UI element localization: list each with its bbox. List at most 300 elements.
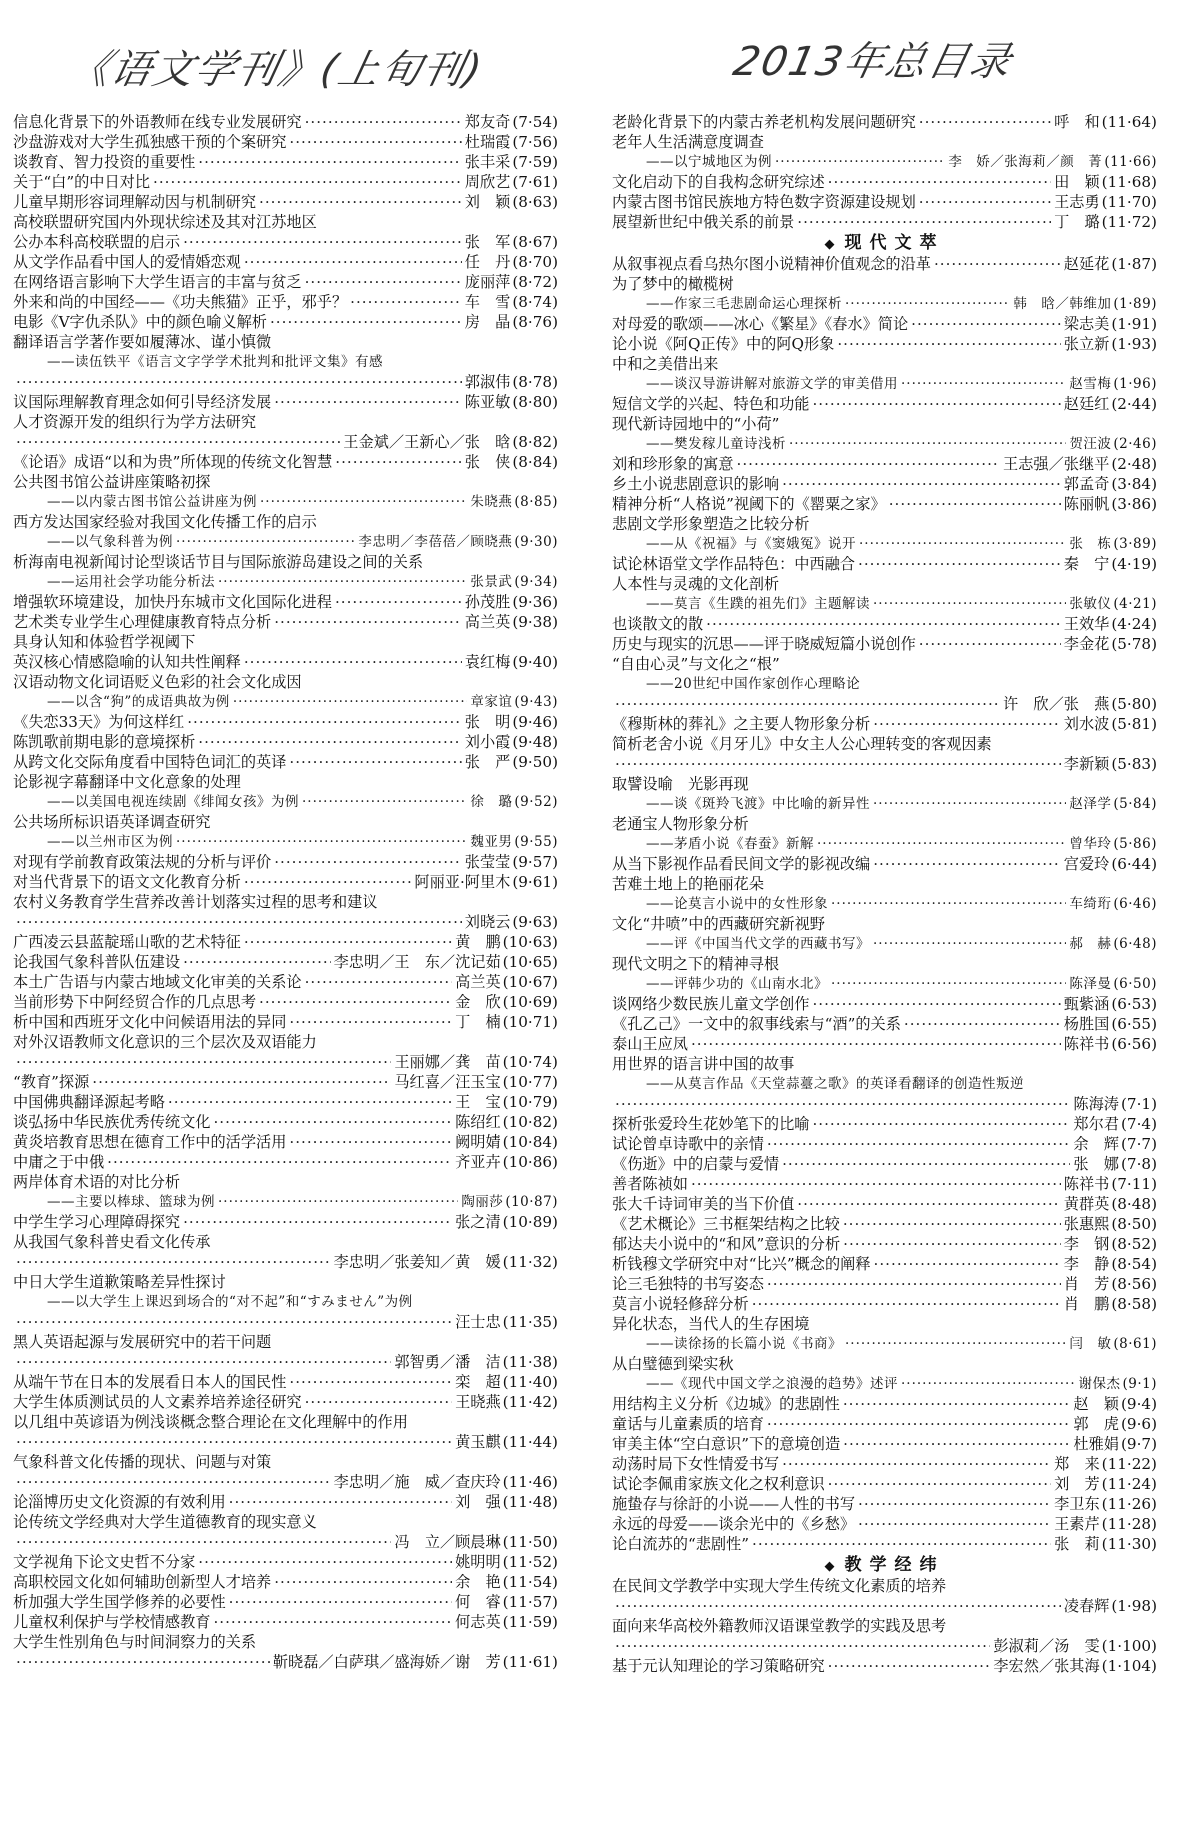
entry-issue-page: (2·46)	[1113, 436, 1157, 452]
entry-title-line: 公共图书馆公益讲座策略初探	[13, 473, 211, 491]
entry-issue-page: (2·44)	[1111, 395, 1157, 413]
dot-leader	[259, 992, 452, 1012]
toc-entry	[13, 1052, 558, 1072]
toc-entry	[612, 834, 1157, 854]
entry-title: 用结构主义分析《边城》的悲剧性	[612, 1395, 840, 1413]
entry-title: 儿童早期形容词理解动因与机制研究	[13, 193, 256, 211]
dot-leader	[305, 972, 453, 992]
dot-leader	[797, 1194, 1061, 1214]
entry-title-line: 现代文明之下的精神寻根	[612, 955, 780, 973]
entry-author: 陈海涛	[1073, 1095, 1119, 1113]
entry-issue-page: (11·38)	[502, 1353, 558, 1371]
dot-leader	[107, 1152, 452, 1172]
dot-leader	[198, 732, 462, 752]
dot-leader	[831, 894, 1066, 914]
entry-title: 谈网络少数民族儿童文学创作	[612, 995, 810, 1013]
dot-leader	[218, 572, 467, 592]
entry-author: 张惠熙	[1063, 1215, 1110, 1233]
entry-title: 童话与儿童素质的培育	[612, 1415, 764, 1433]
dot-leader	[289, 752, 461, 772]
dot-leader	[270, 312, 462, 332]
entry-issue-page: (11·22)	[1101, 1455, 1157, 1473]
entry-author: 凌春辉	[1063, 1597, 1110, 1615]
dot-leader	[16, 372, 462, 392]
entry-title: ——以气象科普为例	[47, 534, 173, 550]
entry-issue-page: (10·87)	[505, 1194, 558, 1210]
entry-title: 莫言小说轻修辞分析	[612, 1295, 749, 1313]
entry-author: 栾 超	[455, 1373, 501, 1391]
entry-title: 论淄博历史文化资源的有效利用	[13, 1493, 226, 1511]
dot-leader	[911, 314, 1061, 334]
toc-entry	[612, 694, 1157, 714]
entry-issue-page: (4·24)	[1111, 615, 1157, 633]
entry-issue-page: (1·104)	[1101, 1657, 1157, 1675]
entry-author: 李宏然／张其海	[993, 1657, 1100, 1675]
entry-issue-page: (11·52)	[502, 1553, 558, 1571]
toc-entry	[612, 1134, 1157, 1154]
entry-issue-page: (10·79)	[502, 1093, 558, 1111]
entry-title: 黄炎培教育思想在德育工作中的活学活用	[13, 1133, 287, 1151]
entry-author: 郑尔君	[1073, 1115, 1119, 1133]
entry-title-line: 高校联盟研究国内外现状综述及其对江苏地区	[13, 213, 317, 231]
dot-leader	[335, 452, 461, 472]
dot-leader	[873, 854, 1061, 874]
toc-entry	[612, 1636, 1157, 1656]
entry-author: 李忠明／王 东／沈记茹	[333, 953, 501, 971]
left-column	[13, 112, 558, 1672]
entry-author: 黄群英	[1063, 1195, 1110, 1213]
entry-issue-page: (4·21)	[1113, 596, 1157, 612]
dot-leader	[859, 534, 1066, 554]
entry-issue-page: (11·40)	[502, 1373, 558, 1391]
dot-leader	[767, 1274, 1061, 1294]
entry-author: 李卫东	[1054, 1495, 1100, 1513]
entry-title: 从叙事视点看乌热尔图小说精神价值观念的沿革	[612, 255, 931, 273]
entry-author: 黄玉麒	[455, 1433, 501, 1451]
section-heading-text: 教学经纬	[844, 1555, 945, 1575]
dot-leader	[828, 1656, 991, 1676]
entry-issue-page: (5·83)	[1111, 755, 1157, 773]
entry-author: 汪士忠	[455, 1313, 501, 1331]
dot-leader	[92, 1072, 391, 1092]
entry-issue-page: (11·72)	[1101, 213, 1157, 231]
entry-author: 陈绍红	[455, 1113, 501, 1131]
entry-title: 试论林语堂文学作品特色：中西融合	[612, 555, 855, 573]
dot-leader	[615, 1636, 990, 1656]
toc-entry	[612, 714, 1157, 734]
entry-issue-page: (11·61)	[502, 1653, 558, 1671]
dot-leader	[289, 1012, 452, 1032]
toc-entry	[612, 1334, 1157, 1354]
toc-entry	[13, 312, 558, 332]
toc-entry	[612, 1656, 1157, 1676]
toc-entry	[13, 752, 558, 772]
entry-author: 张 明	[464, 713, 511, 731]
entry-title: 审美主体“空白意识”下的意境创造	[612, 1435, 841, 1453]
entry-title: ——莫言《生蹼的祖先们》主题解读	[646, 596, 870, 612]
toc-entry	[612, 1596, 1157, 1616]
entry-title: 沙盘游戏对大学生孤独感干预的个案研究	[13, 133, 287, 151]
toc-entry	[13, 1532, 558, 1552]
toc-entry	[612, 192, 1157, 212]
entry-title-line: 黑人英语起源与发展研究中的若干问题	[13, 1333, 272, 1351]
toc-entry	[612, 494, 1157, 514]
entry-title: 展望新世纪中俄关系的前景	[612, 213, 795, 231]
entry-author: 闫 敏	[1069, 1336, 1112, 1352]
entry-author: 任 丹	[464, 253, 511, 271]
entry-issue-page: (11·68)	[1101, 173, 1157, 191]
entry-title-line: 简析老舍小说《月牙儿》中女主人公心理转变的客观因素	[612, 735, 992, 753]
entry-issue-page: (1·91)	[1111, 315, 1157, 333]
entry-author: 丁 楠	[455, 1013, 501, 1031]
dot-leader	[213, 1112, 452, 1132]
entry-title: 从端午节在日本的发展看日本人的国民性	[13, 1373, 287, 1391]
entry-issue-page: (9·63)	[512, 913, 558, 931]
toc-entry	[13, 1092, 558, 1112]
dot-leader	[837, 334, 1060, 354]
entry-title: 试论曾卓诗歌中的亲情	[612, 1135, 764, 1153]
dot-leader	[845, 294, 1010, 314]
entry-issue-page: (11·42)	[502, 1393, 558, 1411]
entry-title: 论我国气象科普队伍建设	[13, 953, 181, 971]
dot-leader	[176, 532, 355, 552]
toc-entry	[13, 1192, 558, 1212]
dot-leader	[919, 192, 1051, 212]
dot-leader	[889, 494, 1061, 514]
toc-entry	[612, 1434, 1157, 1454]
entry-author: 曾华玲	[1069, 836, 1112, 852]
section-heading	[612, 1554, 1157, 1576]
entry-author: 靳晓磊／白萨琪／盛海娇／谢 芳	[272, 1653, 501, 1671]
toc-entry	[612, 894, 1157, 914]
dot-leader	[845, 1334, 1066, 1354]
entry-subtitle: ——从莫言作品《天堂蒜薹之歌》的英译看翻译的创造性叛逆	[646, 1076, 1024, 1092]
dot-leader	[858, 554, 1061, 574]
toc-entry	[13, 592, 558, 612]
entry-subtitle: ——以大学生上课迟到场合的“对不起”和“すみません”为例	[47, 1294, 413, 1310]
entry-issue-page: (11·30)	[1101, 1535, 1157, 1553]
entry-author: 高兰英	[464, 613, 511, 631]
entry-issue-page: (6·44)	[1111, 855, 1157, 873]
entry-issue-page: (7·7)	[1120, 1135, 1157, 1153]
entry-title-line: 对外汉语教师文化意识的三个层次及双语能力	[13, 1033, 317, 1051]
toc-entry	[13, 1072, 558, 1092]
dot-leader	[274, 612, 462, 632]
entry-issue-page: (9·46)	[512, 713, 558, 731]
handwritten-index-title: 2013年总目录	[729, 39, 1017, 85]
entry-issue-page: (6·50)	[1113, 976, 1157, 992]
entry-author: 秦 宁	[1063, 555, 1110, 573]
dot-leader	[16, 1472, 331, 1492]
toc-entry	[612, 334, 1157, 354]
toc-entry	[13, 192, 558, 212]
toc-entry	[13, 1132, 558, 1152]
dot-leader	[767, 1134, 1071, 1154]
entry-issue-page: (11·24)	[1101, 1475, 1157, 1493]
dot-leader	[843, 1234, 1061, 1254]
entry-title-line: 西方发达国家经验对我国文化传播工作的启示	[13, 513, 317, 531]
entry-author: 李忠明／施 威／查庆玲	[333, 1473, 501, 1491]
dot-leader	[183, 952, 331, 972]
entry-author: 许 欣／张 燕	[1003, 695, 1110, 713]
entry-issue-page: (6·55)	[1111, 1015, 1157, 1033]
entry-title: 短信文学的兴起、特色和功能	[612, 395, 810, 413]
toc-entry	[612, 534, 1157, 554]
dot-leader	[244, 872, 412, 892]
entry-author: 孙茂胜	[464, 593, 511, 611]
entry-title: ——运用社会学功能分析法	[47, 574, 215, 590]
entry-title: ——谈汉导游讲解对旅游文学的审美借用	[646, 376, 898, 392]
entry-title: 外来和尚的中国经——《功夫熊猫》正乎，邪乎？	[13, 293, 348, 311]
dot-leader	[16, 1352, 391, 1372]
entry-issue-page: (7·54)	[512, 113, 558, 131]
dot-leader	[289, 132, 461, 152]
entry-subtitle: ——20世纪中国作家创作心理略论	[646, 676, 861, 692]
entry-title-line: 论传统文学经典对大学生道德教育的现实意义	[13, 1513, 317, 1531]
entry-issue-page: (7·59)	[512, 153, 558, 171]
entry-issue-page: (6·56)	[1111, 1035, 1157, 1053]
entry-issue-page: (6·53)	[1111, 995, 1157, 1013]
entry-issue-page: (9·50)	[512, 753, 558, 771]
dot-leader	[244, 932, 452, 952]
entry-title-line: 论影视字幕翻译中文化意象的处理	[13, 773, 241, 791]
entry-author: 张 栋	[1069, 536, 1112, 552]
entry-author: 张之清	[455, 1213, 501, 1231]
dot-leader	[858, 1494, 1051, 1514]
dot-leader	[198, 152, 462, 172]
dot-leader	[244, 652, 462, 672]
entry-author: 黄 鹏	[455, 933, 501, 951]
toc-entry	[13, 1492, 558, 1512]
entry-author: 何志英	[455, 1613, 501, 1631]
entry-author: 甄紫涵	[1063, 995, 1110, 1013]
toc-entry	[13, 532, 558, 552]
entry-issue-page: (1·93)	[1111, 335, 1157, 353]
dot-leader	[16, 1652, 270, 1672]
entry-issue-page: (8·72)	[512, 273, 558, 291]
entry-issue-page: (8·54)	[1111, 1255, 1157, 1273]
entry-author: 杜雅娟	[1073, 1435, 1119, 1453]
entry-author: 何 睿	[455, 1593, 501, 1611]
entry-author: 徐 璐	[470, 794, 513, 810]
entry-issue-page: (7·11)	[1111, 1175, 1157, 1193]
toc-entry	[13, 852, 558, 872]
entry-title: 文化启动下的自我构念研究综述	[612, 173, 825, 191]
entry-title: 郁达夫小说中的“和风”意识的分析	[612, 1235, 841, 1253]
dot-leader	[218, 1192, 458, 1212]
toc-entry	[13, 1592, 558, 1612]
entry-title: 艺术类专业学生心理健康教育特点分析	[13, 613, 272, 631]
entry-title: ——从《祝福》与《窦娥冤》说开	[646, 536, 856, 552]
entry-title-line: 两岸体育术语的对比分析	[13, 1173, 181, 1191]
toc-entry	[13, 732, 558, 752]
entry-issue-page: (10·84)	[502, 1133, 558, 1151]
toc-entry	[612, 314, 1157, 334]
entry-author: 李忠明／张姜知／黄 媛	[333, 1253, 501, 1271]
toc-entry	[13, 1612, 558, 1632]
entry-author: 陈亚敏	[464, 393, 511, 411]
entry-issue-page: (8·78)	[512, 373, 558, 391]
dot-leader	[305, 1392, 453, 1412]
entry-issue-page: (9·40)	[512, 653, 558, 671]
entry-author: 杜瑞霞	[464, 133, 511, 151]
dot-leader	[229, 1492, 452, 1512]
entry-issue-page: (11·59)	[502, 1613, 558, 1631]
entry-issue-page: (9·7)	[1120, 1435, 1157, 1453]
entry-title: 泰山王应凤	[612, 1035, 688, 1053]
entry-issue-page: (9·36)	[512, 593, 558, 611]
entry-author: 丁 璐	[1054, 213, 1100, 231]
toc-entry	[13, 1472, 558, 1492]
toc-entry	[612, 1234, 1157, 1254]
entry-author: 朱晓燕	[470, 494, 513, 510]
entry-title: 中学生学习心理障碍探究	[13, 1213, 181, 1231]
toc-entry	[13, 492, 558, 512]
entry-author: 李 静	[1063, 1255, 1110, 1273]
dot-leader	[289, 1372, 452, 1392]
entry-title: 高职校园文化如何辅助创新型人才培养	[13, 1573, 272, 1591]
entry-issue-page: (8·85)	[514, 494, 558, 510]
toc-entry	[13, 712, 558, 732]
entry-author: 王 宝	[455, 1093, 501, 1111]
entry-issue-page: (9·1)	[1122, 1376, 1157, 1392]
entry-issue-page: (9·48)	[512, 733, 558, 751]
toc-entry	[612, 374, 1157, 394]
entry-issue-page: (1·100)	[1101, 1637, 1157, 1655]
entry-title-line: 气象科普文化传播的现状、问题与对策	[13, 1453, 272, 1471]
toc-entry	[13, 252, 558, 272]
toc-entry	[612, 394, 1157, 414]
entry-issue-page: (8·80)	[512, 393, 558, 411]
dot-leader	[874, 1254, 1061, 1274]
entry-title-line: 大学生性别角色与时间洞察力的关系	[13, 1633, 256, 1651]
dot-leader	[615, 694, 1000, 714]
entry-title-line: “自由心灵”与文化之“根”	[612, 655, 780, 673]
entry-title: 《伤逝》中的启蒙与爱情	[612, 1155, 780, 1173]
diamond-icon: ◆	[824, 237, 835, 252]
entry-author: 郑友奇	[464, 113, 511, 131]
entry-title: ——以兰州市区为例	[47, 834, 173, 850]
entry-issue-page: (1·96)	[1113, 376, 1157, 392]
entry-title: 历史与现实的沉思——评于晓威短篇小说创作	[612, 635, 916, 653]
entry-issue-page: (9·52)	[514, 794, 558, 810]
toc-entry	[13, 972, 558, 992]
entry-author: 阿丽亚·阿里木	[414, 873, 511, 891]
entry-issue-page: (10·74)	[502, 1053, 558, 1071]
entry-author: 张敏仪	[1069, 596, 1112, 612]
entry-author: 张景武	[470, 574, 513, 590]
dot-leader	[16, 1532, 391, 1552]
toc-entry	[13, 652, 558, 672]
toc-entry	[13, 1312, 558, 1332]
entry-issue-page: (11·28)	[1101, 1515, 1157, 1533]
toc-entry	[13, 112, 558, 132]
entry-author: 张 军	[464, 233, 511, 251]
entry-title: ——樊发稼儿童诗浅析	[646, 436, 786, 452]
entry-title-line: 从白璧德到梁实秋	[612, 1355, 734, 1373]
entry-title: 本土广告语与内蒙古地域文化审美的关系论	[13, 973, 302, 991]
toc-entry	[612, 1274, 1157, 1294]
entry-author: 肖 芳	[1063, 1275, 1110, 1293]
entry-title-line: 异化状态，当代人的生存困境	[612, 1315, 810, 1333]
dot-leader	[737, 454, 1001, 474]
entry-issue-page: (9·6)	[1120, 1415, 1157, 1433]
toc-entry	[13, 1152, 558, 1172]
entry-title-line: 以几组中英谚语为例浅谈概念整合理论在文化理解中的作用	[13, 1413, 408, 1431]
toc-entry	[612, 1294, 1157, 1314]
entry-title: ——《现代中国文学之浪漫的趋势》述评	[646, 1376, 898, 1392]
right-column	[612, 112, 1157, 1676]
toc-entry	[612, 634, 1157, 654]
toc-entry	[13, 392, 558, 412]
entry-title: 施蛰存与徐訏的小说——人性的书写	[612, 1495, 855, 1513]
entry-author: 张 侠	[464, 453, 511, 471]
toc-entry	[13, 272, 558, 292]
entry-title-line: 文化“井喷”中的西藏研究新视野	[612, 915, 825, 933]
entry-author: 冯 立／顾晨琳	[394, 1533, 501, 1551]
dot-leader	[16, 1312, 452, 1332]
entry-title: ——论莫言小说中的女性形象	[646, 896, 828, 912]
entry-author: 赵延花	[1063, 255, 1110, 273]
toc-entry	[13, 832, 558, 852]
entry-issue-page: (8·61)	[1113, 1336, 1157, 1352]
entry-title: 《孔乙己》一文中的叙事线索与“酒”的关系	[612, 1015, 901, 1033]
dot-leader	[16, 1252, 331, 1272]
entry-author: 王素芹	[1054, 1515, 1100, 1533]
entry-author: 庞丽萍	[464, 273, 511, 291]
entry-title: 英汉核心情感隐喻的认知共性阐释	[13, 653, 241, 671]
entry-author: 张丰采	[464, 153, 511, 171]
entry-title: 善者陈祯如	[612, 1175, 688, 1193]
dot-leader	[335, 592, 462, 612]
dot-leader	[858, 1514, 1051, 1534]
entry-author: 张立新	[1063, 335, 1110, 353]
entry-author: 郝 赫	[1069, 936, 1112, 952]
entry-title: 基于元认知理论的学习策略研究	[612, 1657, 825, 1675]
dot-leader	[233, 692, 468, 712]
entry-issue-page: (10·63)	[502, 933, 558, 951]
dot-leader	[615, 1596, 1061, 1616]
entry-title-line: 苦难土地上的艳丽花朵	[612, 875, 764, 893]
entry-issue-page: (10·65)	[502, 953, 558, 971]
entry-title: 公办本科高校联盟的启示	[13, 233, 181, 251]
entry-author: 郭孟奇	[1063, 475, 1110, 493]
entry-issue-page: (11·46)	[502, 1473, 558, 1491]
entry-title-line: 现代新诗园地中的“小荷”	[612, 415, 780, 433]
toc-entry	[612, 1154, 1157, 1174]
entry-subtitle: ——读伍铁平《语言文字学学术批判和批评文集》有感	[47, 354, 383, 370]
entry-author: 章家谊	[470, 694, 513, 710]
dot-leader	[274, 1572, 452, 1592]
entry-author: 王晓燕	[455, 1393, 501, 1411]
entry-issue-page: (11·64)	[1101, 113, 1157, 131]
entry-title: ——评韩少功的《山南水北》	[646, 976, 828, 992]
diamond-icon: ◆	[824, 1559, 835, 1574]
entry-title: 精神分析“人格说”视阈下的《罂粟之家》	[612, 495, 886, 513]
toc-entry	[612, 1174, 1157, 1194]
entry-author: 张 娜	[1073, 1155, 1119, 1173]
entry-author: 赵廷红	[1063, 395, 1110, 413]
entry-author: 王志强／张继平	[1003, 455, 1110, 473]
entry-title: ——以宁城地区为例	[646, 154, 772, 170]
dot-leader	[843, 1394, 1071, 1414]
dot-leader	[782, 1454, 1051, 1474]
toc-entry	[13, 1572, 558, 1592]
entry-title: 从文学作品看中国人的爱情婚恋观	[13, 253, 241, 271]
entry-title: 试论李佩甫家族文化之权利意识	[612, 1475, 825, 1493]
entry-author: 刘晓云	[464, 913, 511, 931]
dot-leader	[187, 712, 462, 732]
